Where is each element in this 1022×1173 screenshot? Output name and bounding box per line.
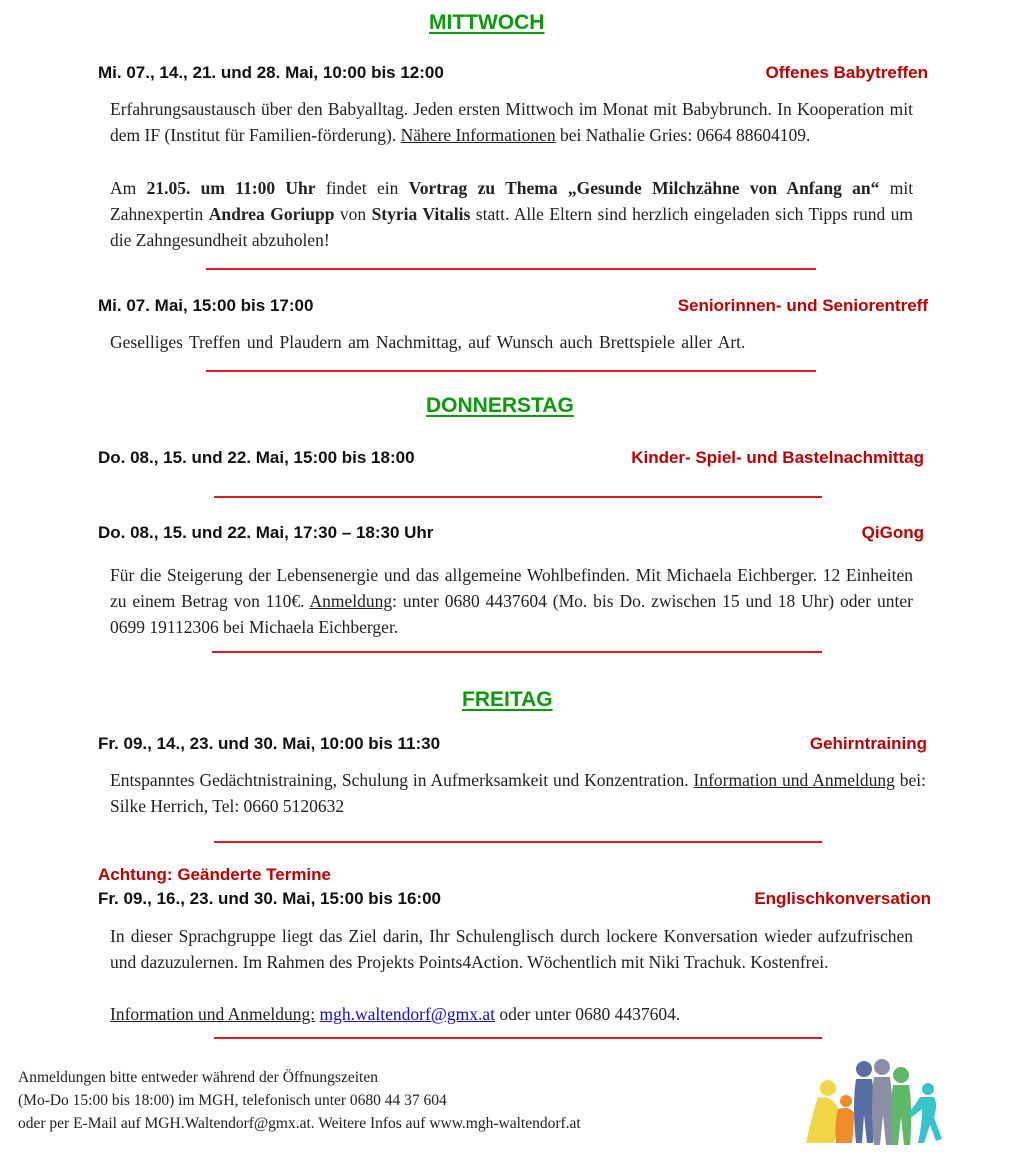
- desc-talk: Vortrag zu Thema „Gesunde Milchzähne von Anfang an“: [408, 178, 880, 198]
- event-time: Fr. 09., 16., 23. und 30. Mai, 15:00 bis 16:00: [98, 889, 442, 908]
- desc-text: Am: [110, 178, 137, 198]
- footer-line: oder per E-Mail auf MGH.Waltendorf@gmx.at. Weitere Infos auf www.mgh-waltendorf.at: [18, 1115, 581, 1132]
- event-time: Fr. 09., 14., 23. und 30. Mai, 10:00 bis 11:30: [98, 734, 441, 753]
- desc-org: Styria Vitalis: [371, 204, 471, 224]
- event-description: [110, 329, 922, 355]
- desc-text: mit Zahnexpertin: [110, 178, 914, 224]
- event-title: Kinder- Spiel- und Bastelnachmittag: [631, 448, 924, 467]
- footer-info: [18, 1066, 778, 1135]
- event-time: Do. 08., 15. und 22. Mai, 17:30 – 18:30 Uhr: [98, 523, 434, 542]
- desc-date: 21.05. um 11:00 Uhr: [146, 178, 316, 198]
- event-title: Englischkonversation: [754, 889, 931, 908]
- registration-link[interactable]: Information und Anmeldung:: [110, 1004, 316, 1024]
- event-description: [110, 562, 913, 640]
- desc-text: Geselliges Treffen und Plaudern am Nachmittag, auf Wunsch auch Brettspiele aller Art.: [110, 332, 746, 352]
- desc-text: Entspanntes Gedächtnistraining, Schulung in Aufmerksamkeit und Konzentration.: [110, 770, 689, 790]
- desc-text: Für die Steigerung der Lebensenergie und das allgemeine Wohlbefinden. Mit Michaela Eichberger. 12 Einheiten zu einem Betrag von 110€.: [110, 565, 913, 611]
- event-description: [110, 175, 913, 253]
- event-time: Mi. 07. Mai, 15:00 bis 17:00: [98, 296, 314, 315]
- desc-text: : unter 0680 4437604 (Mo. bis Do. zwischen 15 und 18 Uhr) oder unter 0699 19112306 bei Michaela Eichberger.: [110, 591, 913, 637]
- event-description: [110, 923, 913, 975]
- separator-line: [214, 1037, 822, 1039]
- footer-line: Anmeldungen bitte entweder während der Öffnungszeiten: [18, 1069, 378, 1086]
- desc-text: In dieser Sprachgruppe liegt das Ziel darin, Ihr Schulenglisch durch lockere Konversation wieder aufzufrischen und dazuzulernen. Im Rahmen des Projekts Points4Action. Wöchentlich mit Niki Trachuk. Kostenfrei.: [110, 926, 913, 972]
- event-title: Offenes Babytreffen: [765, 63, 928, 82]
- separator-line: [214, 496, 822, 498]
- event-title: Gehirntraining: [809, 734, 927, 753]
- more-info-link[interactable]: Nähere Informationen: [400, 125, 556, 145]
- separator-line: [212, 651, 822, 653]
- registration-link[interactable]: Information und Anmeldung: [693, 770, 895, 790]
- separator-line: [206, 268, 816, 270]
- event-description: [110, 1001, 913, 1027]
- desc-text: von: [339, 204, 367, 224]
- family-silhouette-logo-icon: [800, 1055, 950, 1150]
- desc-text: findet ein: [325, 178, 399, 198]
- desc-text: bei Nathalie Gries: 0664 88604109.: [560, 125, 811, 145]
- desc-expert: Andrea Goriupp: [208, 204, 335, 224]
- event-title: QiGong: [861, 523, 924, 542]
- event-time: Mi. 07., 14., 21. und 28. Mai, 10:00 bis 12:00: [98, 63, 444, 82]
- email-link[interactable]: mgh.waltendorf@gmx.at: [319, 1004, 496, 1024]
- notice-changed-dates: Achtung: Geänderte Termine: [98, 865, 331, 884]
- desc-text: statt. Alle Eltern sind herzlich eingeladen sich Tipps rund um die Zahngesundheit abzuholen!: [110, 204, 914, 250]
- separator-line: [206, 370, 816, 372]
- desc-text: Erfahrungsaustausch über den Babyalltag. Jeden ersten Mittwoch im Monat mit Babybrunch. In Kooperation mit dem IF (Institut für Familien-förderung).: [110, 99, 913, 145]
- event-description: [110, 767, 926, 819]
- registration-link[interactable]: Anmeldung: [309, 591, 393, 611]
- thursday-heading: DONNERSTAG: [426, 394, 574, 417]
- event-description: [110, 96, 913, 148]
- desc-text: bei: Silke Herrich, Tel: 0660 5120632: [110, 770, 926, 816]
- desc-text: oder unter 0680 4437604.: [499, 1004, 681, 1024]
- wednesday-heading: MITTWOCH: [429, 11, 545, 34]
- footer-line: (Mo-Do 15:00 bis 18:00) im MGH, telefonisch unter 0680 44 37 604: [18, 1092, 447, 1109]
- friday-heading: FREITAG: [462, 688, 553, 711]
- event-time: Do. 08., 15. und 22. Mai, 15:00 bis 18:00: [98, 448, 415, 467]
- event-title: Seniorinnen- und Seniorentreff: [677, 296, 928, 315]
- separator-line: [214, 841, 822, 843]
